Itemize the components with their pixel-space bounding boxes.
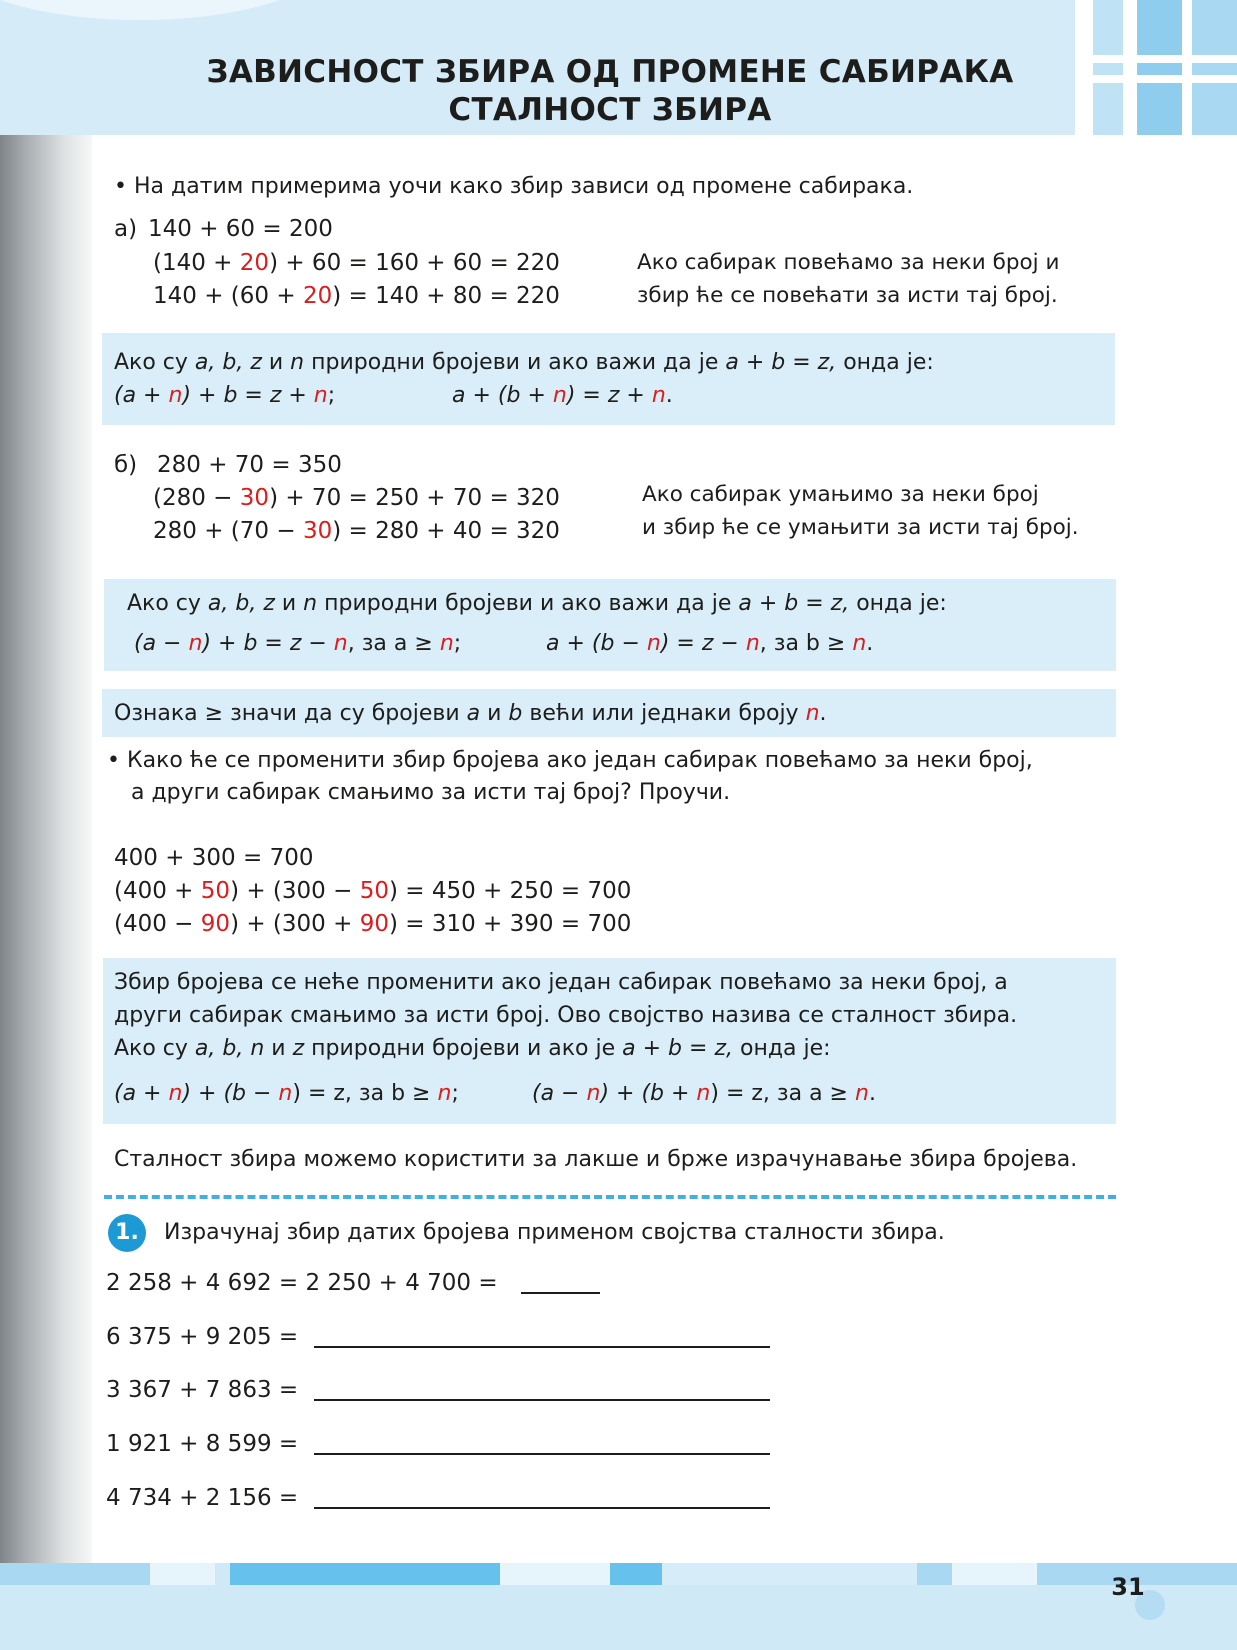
rule-a-text: Ако су a, b, z и n природни бројеви и ако важи да је a + b = z, онда је: bbox=[114, 350, 934, 375]
example-c-line3: (400 − 90) + (300 + 90) = 310 + 390 = 700 bbox=[114, 911, 632, 937]
exercise-row-3: 3 367 + 7 863 = bbox=[106, 1377, 299, 1403]
example-a-label: а) bbox=[114, 216, 138, 242]
example-b-label: б) bbox=[114, 452, 138, 478]
header-stripe bbox=[1137, 0, 1182, 135]
rule-b-formula2: a + (b − n) = z − n, за b ≥ n. bbox=[546, 631, 874, 656]
rule-c-line2: други сабирак смањимо за исти број. Ово својство назива се сталност збира. bbox=[114, 1003, 1018, 1028]
footer-stripe bbox=[952, 1563, 1037, 1585]
intro-text: • На датим примерима уочи како збир зависи од промене сабирака. bbox=[114, 174, 914, 199]
exercise-instruction: Израчунај збир датих бројева применом својства сталности збира. bbox=[164, 1220, 945, 1245]
question-line2: а други сабирак смањимо за исти тај број? Проучи. bbox=[131, 780, 731, 805]
example-a-note1: Ако сабирак повећамо за неки број и bbox=[637, 250, 1060, 275]
header-stripe bbox=[1093, 0, 1123, 135]
footer-stripe bbox=[150, 1563, 215, 1585]
footer-stripe bbox=[230, 1563, 500, 1585]
example-b-note1: Ако сабирак умањимо за неки број bbox=[642, 482, 1039, 507]
answer-line-4[interactable] bbox=[314, 1453, 770, 1455]
page-title-line2: СТАЛНОСТ ЗБИРА bbox=[448, 92, 772, 128]
example-b-line2: (280 − 30) + 70 = 250 + 70 = 320 bbox=[153, 485, 560, 511]
answer-line-1[interactable] bbox=[521, 1292, 600, 1294]
example-b-note2: и збир ће се умањити за исти тај број. bbox=[642, 515, 1079, 540]
header-stripe bbox=[1075, 55, 1237, 63]
page-number: 31 bbox=[1111, 1573, 1145, 1601]
rule-c-formula2: (a − n) + (b + n) = z, за a ≥ n. bbox=[532, 1081, 876, 1106]
example-b-line3: 280 + (70 − 30) = 280 + 40 = 320 bbox=[153, 518, 560, 544]
example-b-line1: 280 + 70 = 350 bbox=[157, 452, 342, 478]
footer-stripe bbox=[610, 1563, 662, 1585]
rule-a-formula1: (a + n) + b = z + n; bbox=[114, 383, 336, 408]
question-line1: • Како ће се променити збир бројева ако један сабирак повећамо за неки број, bbox=[107, 748, 1033, 773]
footer-stripe bbox=[500, 1563, 610, 1585]
rule-b-formula1: (a − n) + b = z − n, за a ≥ n; bbox=[134, 631, 462, 656]
header-stripe bbox=[1075, 0, 1093, 135]
book-spine-shadow bbox=[0, 0, 92, 1650]
rule-c-line1: Збир бројева се неће променити ако један сабирак повећамо за неки број, а bbox=[114, 970, 1008, 995]
example-c-line2: (400 + 50) + (300 − 50) = 450 + 250 = 700 bbox=[114, 878, 632, 904]
header-stripe bbox=[1075, 75, 1237, 83]
header-stripe bbox=[1182, 0, 1192, 135]
dashed-separator bbox=[104, 1195, 1116, 1199]
footer-stripe bbox=[662, 1563, 917, 1585]
example-a-note2: збир ће се повећати за исти тај број. bbox=[637, 283, 1058, 308]
example-a-line2: (140 + 20) + 60 = 160 + 60 = 220 bbox=[153, 250, 560, 276]
footer-stripe bbox=[917, 1563, 952, 1585]
usage-note: Сталност збира можемо користити за лакше и брже израчунавање збира бројева. bbox=[114, 1147, 1078, 1172]
example-c-line1: 400 + 300 = 700 bbox=[114, 845, 314, 871]
exercise-row-2: 6 375 + 9 205 = bbox=[106, 1324, 299, 1350]
rule-a-box bbox=[102, 333, 1115, 425]
rule-c-line3: Ако су a, b, n и z природни бројеви и ако је a + b = z, онда је: bbox=[114, 1036, 831, 1061]
exercise-row-5: 4 734 + 2 156 = bbox=[106, 1485, 299, 1511]
example-a-line3: 140 + (60 + 20) = 140 + 80 = 220 bbox=[153, 283, 560, 309]
example-a-line1: 140 + 60 = 200 bbox=[148, 216, 333, 242]
header-stripe bbox=[1123, 0, 1137, 135]
footer-stripe bbox=[0, 1563, 150, 1585]
answer-line-5[interactable] bbox=[314, 1507, 770, 1509]
page-title-line1: ЗАВИСНОСТ ЗБИРА ОД ПРОМЕНЕ САБИРАКА bbox=[206, 54, 1014, 90]
answer-line-2[interactable] bbox=[314, 1346, 770, 1348]
rule-a-formula2: a + (b + n) = z + n. bbox=[452, 383, 673, 408]
sign-note-text: Ознака ≥ значи да су бројеви a и b већи или једнаки броју n. bbox=[114, 701, 827, 726]
rule-b-text: Ако су a, b, z и n природни бројеви и ако важи да је a + b = z, онда је: bbox=[127, 591, 947, 616]
exercise-number-badge: 1. bbox=[108, 1214, 146, 1252]
rule-c-formula1: (a + n) + (b − n) = z, за b ≥ n; bbox=[114, 1081, 459, 1106]
exercise-row-1: 2 258 + 4 692 = 2 250 + 4 700 = bbox=[106, 1270, 498, 1296]
header-stripe bbox=[1192, 0, 1237, 135]
exercise-row-4: 1 921 + 8 599 = bbox=[106, 1431, 299, 1457]
answer-line-3[interactable] bbox=[314, 1399, 770, 1401]
